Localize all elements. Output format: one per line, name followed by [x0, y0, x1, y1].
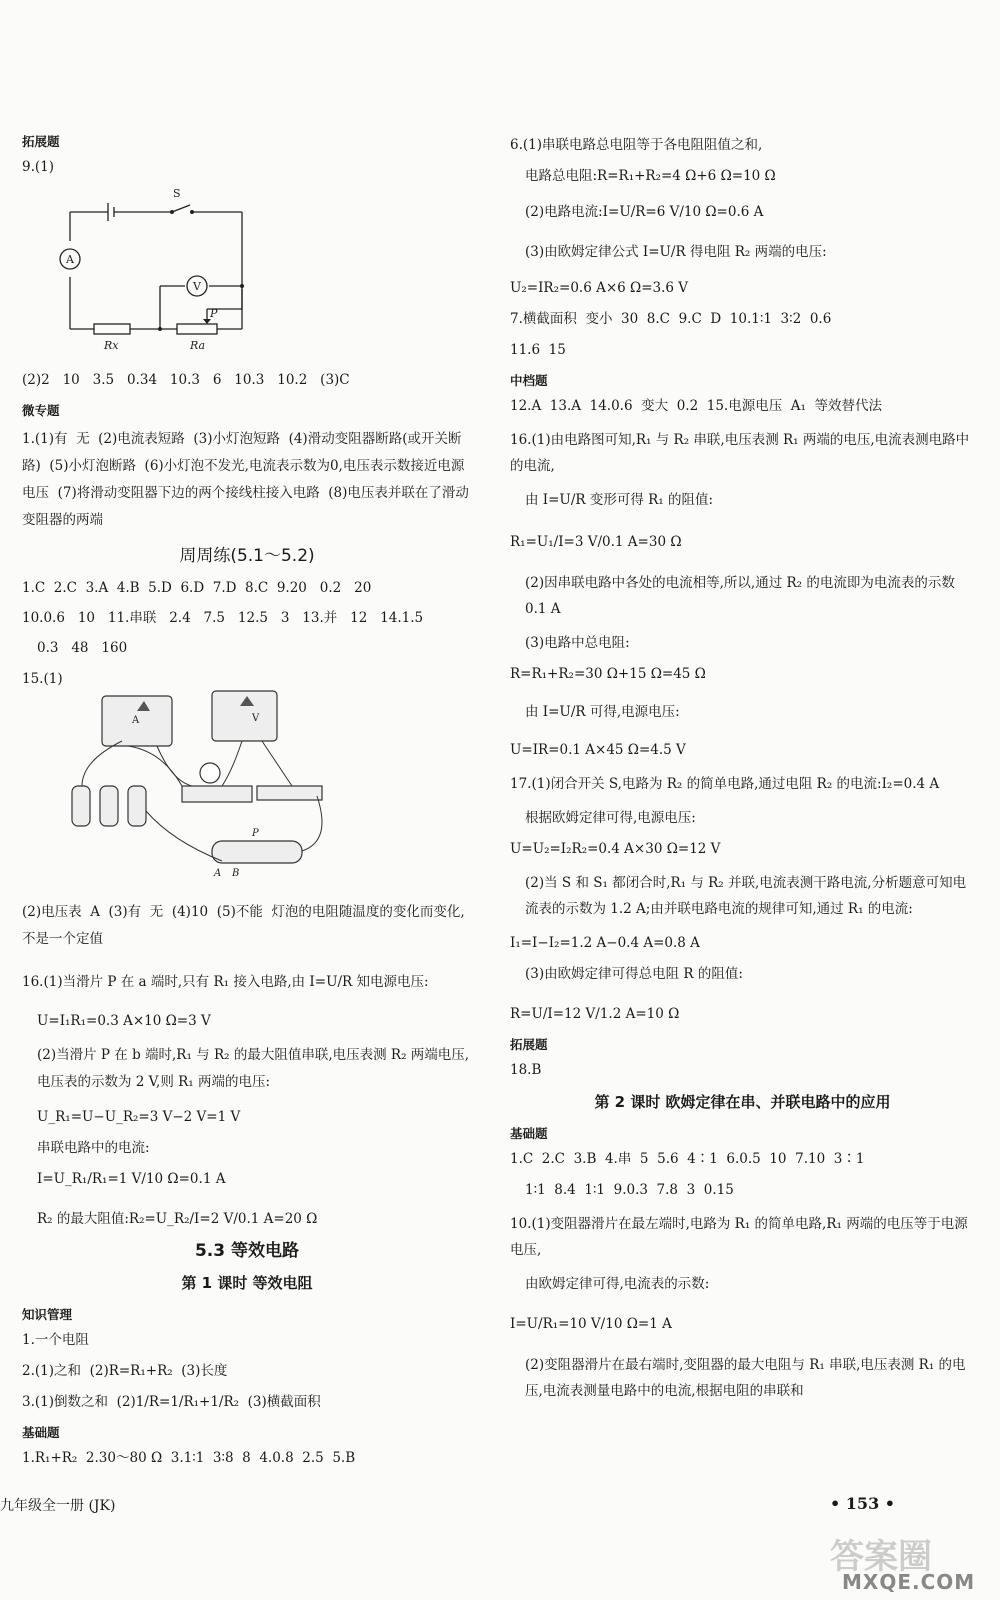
q17-line: 17.(1)闭合开关 S,电路为 R₂ 的简单电路,通过电阻 R₂ 的电流:I₂=0.4 A	[510, 776, 940, 792]
micro-topic-answer: 1.(1)有 无 (2)电流表短路 (3)小灯泡短路 (4)滑动变阻器断路(或开关断路) (5)小灯泡断路 (6)小灯泡不发光,电流表示数为0,电压表示数接近电源电压 (7)将滑动变阻器下边的两个接线柱接入电路 (8)电压表并联在了滑动变阻器的两端	[22, 431, 469, 528]
watermark-logo-text: 答案圈	[830, 1537, 932, 1577]
q10-line: I=U/R₁=10 V/10 Ω=1 A	[510, 1316, 672, 1332]
left-column	[22, 125, 472, 1479]
circuit-diagram	[22, 179, 252, 352]
q16-line: U=IR=0.1 A×45 Ω=4.5 V	[510, 742, 686, 758]
knowledge-line: 3.(1)倒数之和 (2)1/R=1/R₁+1/R₂ (3)横截面积	[22, 1394, 321, 1410]
q16-line: 16.(1)当滑片 P 在 a 端时,只有 R₁ 接入电路,由 I=U/R 知电源电压:	[22, 974, 429, 990]
q16-line: (2)当滑片 P 在 b 端时,R₁ 与 R₂ 的最大阻值串联,电压表测 R₂ 两端电压,电压表的示数为 2 V,则 R₁ 两端的电压:	[37, 1047, 470, 1090]
resistor-rx-label: Rx	[104, 339, 119, 352]
ammeter-label: A	[132, 715, 140, 726]
section-title: 5.3 等效电路	[194, 1241, 300, 1261]
q6-line: 电路总电阻:R=R₁+R₂=4 Ω+6 Ω=10 Ω	[525, 168, 776, 184]
section-heading: 拓展题	[22, 134, 60, 149]
answers-line: 7.横截面积 变小 30 8.C 9.C D 10.1∶1 3∶2 0.6	[510, 311, 832, 327]
answers-line: 12.A 13.A 14.0.6 变大 0.2 15.电源电压 A₁ 等效替代法	[510, 398, 883, 414]
basic-answers-line: 1.C 2.C 3.B 4.串 5 5.6 4∶1 6.0.5 10 7.10 3∶1	[510, 1151, 865, 1167]
q10-line: (2)变阻器滑片在最右端时,变阻器的最大电阻与 R₁ 串联,电压表测 R₁ 的电压,电流表测量电路中的电流,根据电阻的串联和	[525, 1357, 966, 1399]
q16-line: U=I₁R₁=0.3 A×10 Ω=3 V	[37, 1013, 211, 1029]
q16-line: 由 I=U/R 变形可得 R₁ 的阻值:	[525, 492, 714, 508]
q16-line: R₂ 的最大阻值:R₂=U_R₂/I=2 V/0.1 A=20 Ω	[37, 1211, 318, 1227]
section-title: 周周练(5.1～5.2)	[179, 546, 315, 566]
section-heading: 微专题	[22, 403, 60, 418]
section-heading: 基础题	[22, 1425, 60, 1440]
page-number: • 153 •	[830, 1494, 895, 1513]
weekly-answers-line: 0.3 48 160	[37, 640, 128, 656]
q16-line: I=U_R₁/R₁=1 V/10 Ω=0.1 A	[37, 1171, 226, 1187]
slider-label: P	[210, 307, 218, 320]
voltmeter-label: V	[252, 713, 260, 724]
experiment-photo	[62, 691, 362, 891]
q16-line: R₁=U₁/I=3 V/0.1 A=30 Ω	[510, 534, 682, 550]
lesson-title: 第 1 课时 等效电阻	[181, 1274, 313, 1292]
q16-line: 16.(1)由电路图可知,R₁ 与 R₂ 串联,电压表测 R₁ 两端的电压,电流表测电路中的电流,	[510, 432, 970, 474]
slider-label: P	[252, 828, 259, 839]
q16-line: R=R₁+R₂=30 Ω+15 Ω=45 Ω	[510, 666, 706, 682]
terminal-a-label: A	[214, 868, 222, 879]
question-15-answer: (2)电压表 A (3)有 无 (4)10 (5)不能 灯泡的电阻随温度的变化而变化,不是一个定值	[22, 904, 465, 947]
q16-line: 串联电路中的电流:	[37, 1140, 150, 1156]
q17-line: (2)当 S 和 S₁ 都闭合时,R₁ 与 R₂ 并联,电流表测干路电流,分析题意可知电流表的示数为 1.2 A;由并联电路电流的规律可知,通过 R₁ 的电流:	[525, 875, 967, 917]
q17-line: (3)由欧姆定律可得总电阻 R 的阻值:	[525, 966, 743, 982]
right-column	[510, 135, 975, 1415]
resistor-ra-label: Ra	[190, 339, 206, 352]
weekly-answers-line: 10.0.6 10 11.串联 2.4 7.5 12.5 3 13.并 12 14.1.5	[22, 610, 424, 626]
q6-line: (3)由欧姆定律公式 I=U/R 得电阻 R₂ 两端的电压:	[525, 244, 827, 260]
q17-line: U=U₂=I₂R₂=0.4 A×30 Ω=12 V	[510, 841, 721, 857]
question-15-number: 15.(1)	[22, 671, 63, 687]
book-footer: 九年级全一册 (JK)	[0, 1498, 116, 1514]
question-9-answer: (2)2 10 3.5 0.34 10.3 6 10.3 10.2 (3)C	[22, 372, 350, 388]
q10-line: 10.(1)变阻器滑片在最左端时,电路为 R₁ 的简单电路,R₁ 两端的电压等于电源电压,	[510, 1216, 968, 1258]
q17-line: 根据欧姆定律可得,电源电压:	[525, 810, 696, 826]
section-heading: 中档题	[510, 373, 548, 388]
q16-line: (2)因串联电路中各处的电流相等,所以,通过 R₂ 的电流即为电流表的示数 0.1 A	[525, 575, 960, 617]
q10-line: 由欧姆定律可得,电流表的示数:	[525, 1276, 710, 1292]
weekly-answers-line: 1.C 2.C 3.A 4.B 5.D 6.D 7.D 8.C 9.20 0.2 20	[22, 580, 372, 596]
lesson-title: 第 2 课时 欧姆定律在串、并联电路中的应用	[594, 1093, 891, 1111]
q17-line: R=U/I=12 V/1.2 A=10 Ω	[510, 1006, 680, 1022]
basic-answers-line: 1.R₁+R₂ 2.30～80 Ω 3.1∶1 3∶8 8 4.0.8 2.5 5.B	[22, 1450, 356, 1466]
answers-line: 11.6 15	[510, 342, 566, 358]
knowledge-line: 1.一个电阻	[22, 1332, 89, 1348]
question-9-number: 9.(1)	[22, 159, 55, 175]
q16-line: U_R₁=U−U_R₂=3 V−2 V=1 V	[37, 1109, 241, 1125]
voltmeter-label: V	[193, 280, 201, 293]
watermark-url: MXQE.COM	[842, 1570, 976, 1594]
q16-line: (3)电路中总电阻:	[525, 635, 630, 651]
answers-line: 18.B	[510, 1062, 542, 1078]
section-heading: 拓展题	[510, 1037, 548, 1052]
q6-line: 6.(1)串联电路总电阻等于各电阻阻值之和,	[510, 137, 763, 153]
ammeter-label: A	[66, 253, 74, 266]
section-heading: 基础题	[510, 1126, 548, 1141]
q16-line: 由 I=U/R 可得,电源电压:	[525, 704, 680, 720]
q17-line: I₁=I−I₂=1.2 A−0.4 A=0.8 A	[510, 935, 700, 951]
terminal-b-label: B	[232, 868, 240, 879]
basic-answers-line: 1∶1 8.4 1∶1 9.0.3 7.8 3 0.15	[525, 1182, 734, 1198]
q6-line: (2)电路电流:I=U/R=6 V/10 Ω=0.6 A	[525, 204, 764, 220]
knowledge-line: 2.(1)之和 (2)R=R₁+R₂ (3)长度	[22, 1363, 228, 1379]
section-heading: 知识管理	[22, 1307, 73, 1322]
q6-line: U₂=IR₂=0.6 A×6 Ω=3.6 V	[510, 280, 689, 296]
switch-label: S	[173, 187, 181, 200]
